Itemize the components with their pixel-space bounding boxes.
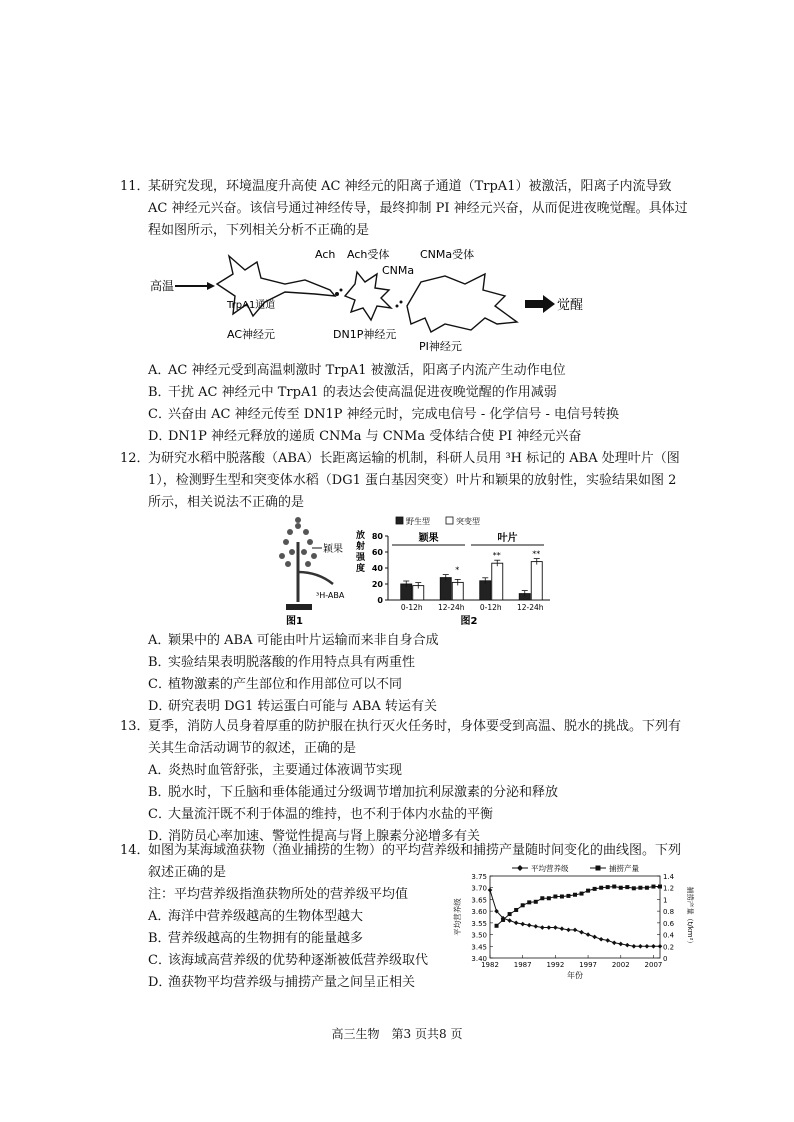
data-point [586, 932, 591, 937]
option-a[interactable]: A．炎热时血管舒张，主要通过体液调节实现 [148, 763, 403, 778]
data-point [560, 895, 564, 899]
y-left-tick-label: 3.70 [471, 884, 487, 893]
option-c[interactable]: C．植物激素的产生部位和作用部位可以不同 [148, 677, 403, 692]
y-right-tick-label: 1.4 [663, 873, 675, 881]
data-point [508, 912, 512, 916]
option-d[interactable]: D．研究表明 DG1 转运蛋白可能与 ABA 转运有关 [148, 699, 437, 714]
q11-options [120, 360, 690, 448]
output-arrow [525, 295, 555, 313]
data-point [507, 918, 512, 923]
y-left-axis-label: 平均营养级 [453, 898, 462, 936]
x-tick-label: 12-24h [516, 603, 544, 612]
x-axis-label: 年份 [567, 971, 583, 980]
legend-marker-diamond [517, 865, 523, 871]
data-point [605, 938, 610, 943]
y-right-tick-label: 0.2 [663, 943, 675, 952]
data-point [573, 928, 578, 933]
data-point [632, 944, 637, 949]
data-point [638, 886, 642, 890]
data-point [514, 908, 518, 912]
q14-options [120, 884, 450, 994]
y-left-tick-label: 3.50 [471, 931, 487, 940]
data-point [520, 922, 525, 927]
dn1p-neuron [345, 272, 391, 320]
y-left-tick-label: 3.75 [471, 873, 487, 881]
data-point [495, 924, 499, 928]
y-axis-label-char: 放 [356, 531, 366, 541]
fig1-caption: 图1 [286, 616, 303, 627]
data-point [651, 944, 656, 949]
cnma-label: CNMa [382, 264, 415, 277]
data-point [573, 893, 577, 897]
question-11 [120, 176, 690, 242]
x-tick-label: 12-24h [437, 603, 465, 612]
data-point [540, 896, 544, 900]
pi-neuron [407, 274, 517, 332]
data-point [580, 892, 584, 896]
y-left-tick-label: 3.45 [471, 943, 487, 952]
group-label: 叶片 [497, 533, 518, 544]
data-point [553, 895, 557, 899]
legend-label: 平均营养级 [531, 864, 569, 873]
data-point [612, 940, 617, 945]
question-stem: 如图为某海域渔获物（渔业捕捞的生物）的平均营养级和捕捞产量随时间变化的曲线图。下列叙述正确的是 [148, 843, 682, 880]
option-c[interactable]: C．兴奋由 AC 神经元传至 DN1P 神经元时，完成电信号 - 化学信号 - 电信号转换 [148, 407, 619, 422]
x-tick-label: 1997 [579, 961, 597, 969]
significance-mark: ** [532, 549, 541, 559]
data-point [501, 918, 505, 922]
option-a[interactable]: A．颖果中的 ABA 可能由叶片运输而来非自身合成 [148, 633, 439, 648]
y-right-tick-label: 0 [663, 955, 668, 963]
pi-neuron-label: PI神经元 [419, 340, 462, 353]
page-footer: 高三生物 第3 页共8 页 [331, 1027, 463, 1041]
group-label: 颖果 [418, 533, 439, 544]
input-arrowhead [207, 282, 215, 290]
data-point [579, 930, 584, 935]
question-13 [120, 716, 690, 848]
data-point [586, 889, 590, 893]
bar-chart [350, 514, 560, 626]
y-left-tick-label: 3.55 [471, 919, 487, 928]
significance-mark: * [455, 565, 460, 575]
bar [492, 563, 503, 600]
y-tick-label: 40 [371, 564, 383, 573]
data-point [625, 943, 630, 948]
line-chart [450, 862, 695, 990]
legend-label: 野生型 [406, 517, 430, 526]
data-point [612, 885, 616, 889]
data-point [527, 900, 531, 904]
legend-label: 捕捞产量 [609, 864, 639, 873]
data-point [540, 925, 545, 930]
option-b[interactable]: B．实验结果表明脱落酸的作用特点具有两重性 [148, 655, 416, 670]
option-d[interactable]: D．DN1P 神经元释放的递质 CNMa 与 CNMa 受体结合使 PI 神经元兴奋 [148, 429, 582, 444]
x-tick-label: 1982 [481, 961, 499, 969]
series-line [490, 890, 660, 946]
y-right-tick-label: 0.8 [663, 908, 675, 917]
data-point [534, 900, 538, 904]
question-number: 12． [120, 451, 150, 466]
question-stem: 夏季，消防人员身着厚重的防护服在执行灭火任务时，身体要受到高温、脱水的挑战。下列有关其生命活动调节的叙述，正确的是 [148, 719, 682, 756]
x-tick-label: 0-12h [479, 603, 502, 612]
option-b[interactable]: B．脱水时，下丘脑和垂体能通过分级调节增加抗利尿激素的分泌和释放 [148, 785, 559, 800]
option-a[interactable]: A．海洋中营养级越高的生物体型越大 [148, 909, 364, 924]
option-b[interactable]: B．干扰 AC 神经元中 TrpA1 的表达会使高温促进夜晚觉醒的作用减弱 [148, 385, 557, 400]
ac-neuron-label: AC神经元 [227, 328, 276, 341]
data-point [553, 925, 558, 930]
y-left-tick-label: 3.40 [471, 955, 487, 963]
y-axis-label-char: 强 [356, 553, 366, 563]
y-axis-label-char: 度 [356, 564, 366, 574]
data-point [521, 903, 525, 907]
option-d[interactable]: D．消防员心率加速、警觉性提高与肾上腺素分泌增多有关 [148, 829, 481, 844]
channel-label: TrpA1通道 [227, 300, 276, 311]
data-point [658, 885, 662, 889]
data-point [566, 894, 570, 898]
data-point [645, 886, 649, 890]
data-point [527, 923, 532, 928]
data-point [658, 944, 663, 949]
question-stem: 为研究水稻中脱落酸（ABA）长距离运输的机制，科研人员用 ³H 标记的 ABA 处理叶片（图 1），检测野生型和突变体水稻（DG1 蛋白基因突变）叶片和颖果的放射性，实验结果如图 2 所示，相关说法不正确的是 [148, 451, 680, 510]
option-d[interactable]: D．渔获物平均营养级与捕捞产量之间呈正相关 [148, 975, 416, 990]
significance-mark: ** [492, 551, 501, 561]
y-tick-label: 0 [377, 596, 383, 605]
question-number: 13． [120, 719, 150, 734]
y-tick-label: 80 [371, 532, 383, 541]
x-tick-label: 2002 [611, 961, 630, 969]
x-tick-label: 1987 [513, 961, 532, 969]
data-point [618, 942, 623, 947]
question-number: 14． [120, 843, 150, 858]
data-point [632, 886, 636, 890]
y-tick-label: 60 [371, 548, 383, 557]
bar [531, 562, 542, 600]
fig2-caption: 图2 [460, 616, 478, 627]
ach-receptor-label: Ach受体 [347, 248, 390, 261]
legend-swatch [396, 517, 403, 524]
legend-label: 突变型 [456, 517, 480, 526]
y-right-tick-label: 1.2 [663, 884, 675, 893]
y-right-tick-label: 0.4 [663, 931, 675, 940]
x-tick-label: 0-12h [400, 603, 423, 612]
data-point [560, 926, 565, 931]
data-point [488, 888, 493, 893]
data-point [533, 924, 538, 929]
option-c[interactable]: C．该海域高营养级的优势种逐渐被低营养级取代 [148, 953, 429, 968]
data-point [606, 885, 610, 889]
legend-marker-square [596, 866, 601, 871]
y-right-tick-label: 0.6 [663, 919, 675, 928]
fruit-label: 颖果 [323, 544, 343, 555]
y-left-tick-label: 3.65 [471, 896, 487, 905]
question-number: 11． [120, 179, 150, 194]
y-tick-label: 20 [371, 580, 383, 589]
ach-label: Ach [315, 248, 336, 261]
data-point [547, 925, 552, 930]
data-point [566, 928, 571, 933]
x-tick-label: 1992 [546, 961, 565, 969]
data-point [599, 937, 604, 942]
data-point [547, 896, 551, 900]
option-c[interactable]: C．大量流汗既不利于体温的维持，也不利于体内水盐的平衡 [148, 807, 494, 822]
option-b[interactable]: B．营养级越高的生物拥有的能量越多 [148, 931, 364, 946]
plant-figure [268, 512, 366, 627]
y-right-axis-label: 捕捞产量（t/km²） [686, 886, 694, 948]
data-point [599, 886, 603, 890]
note: 注：平均营养级指渔获物所处的营养级平均值 [148, 887, 409, 902]
data-point [638, 944, 643, 949]
data-point [645, 944, 650, 949]
data-point [593, 887, 597, 891]
data-point [619, 886, 623, 890]
data-point [651, 885, 655, 889]
bar [440, 578, 451, 600]
neuron-diagram [145, 244, 584, 356]
data-point [592, 935, 597, 940]
data-point [625, 885, 629, 889]
y-left-tick-label: 3.60 [471, 908, 487, 917]
cnma-receptor-label: CNMa受体 [420, 248, 475, 261]
legend-swatch [446, 517, 453, 524]
data-point [514, 921, 519, 926]
aba-label: ³H-ABA [316, 591, 345, 600]
dn1p-neuron-label: DN1P神经元 [333, 328, 397, 341]
option-a[interactable]: A．AC 神经元受到高温刺激时 TrpA1 被激活，阳离子内流产生动作电位 [148, 363, 566, 378]
y-right-tick-label: 1 [663, 896, 668, 905]
q12-options [120, 630, 690, 718]
question-stem: 某研究发现，环境温度升高使 AC 神经元的阳离子通道（TrpA1）被激活，阳离子内流导致 AC 神经元兴奋。该信号通过神经传导，最终抑制 PI 神经元兴奋，从而促进夜晚觉醒。具体过程如图所示，下列相关分析不正确的是 [148, 179, 688, 238]
output-label: 觉醒 [557, 298, 584, 313]
question-12 [120, 448, 690, 514]
input-label: 高温 [150, 279, 175, 293]
x-tick-label: 2007 [644, 961, 663, 969]
y-axis-label-char: 射 [356, 542, 366, 552]
